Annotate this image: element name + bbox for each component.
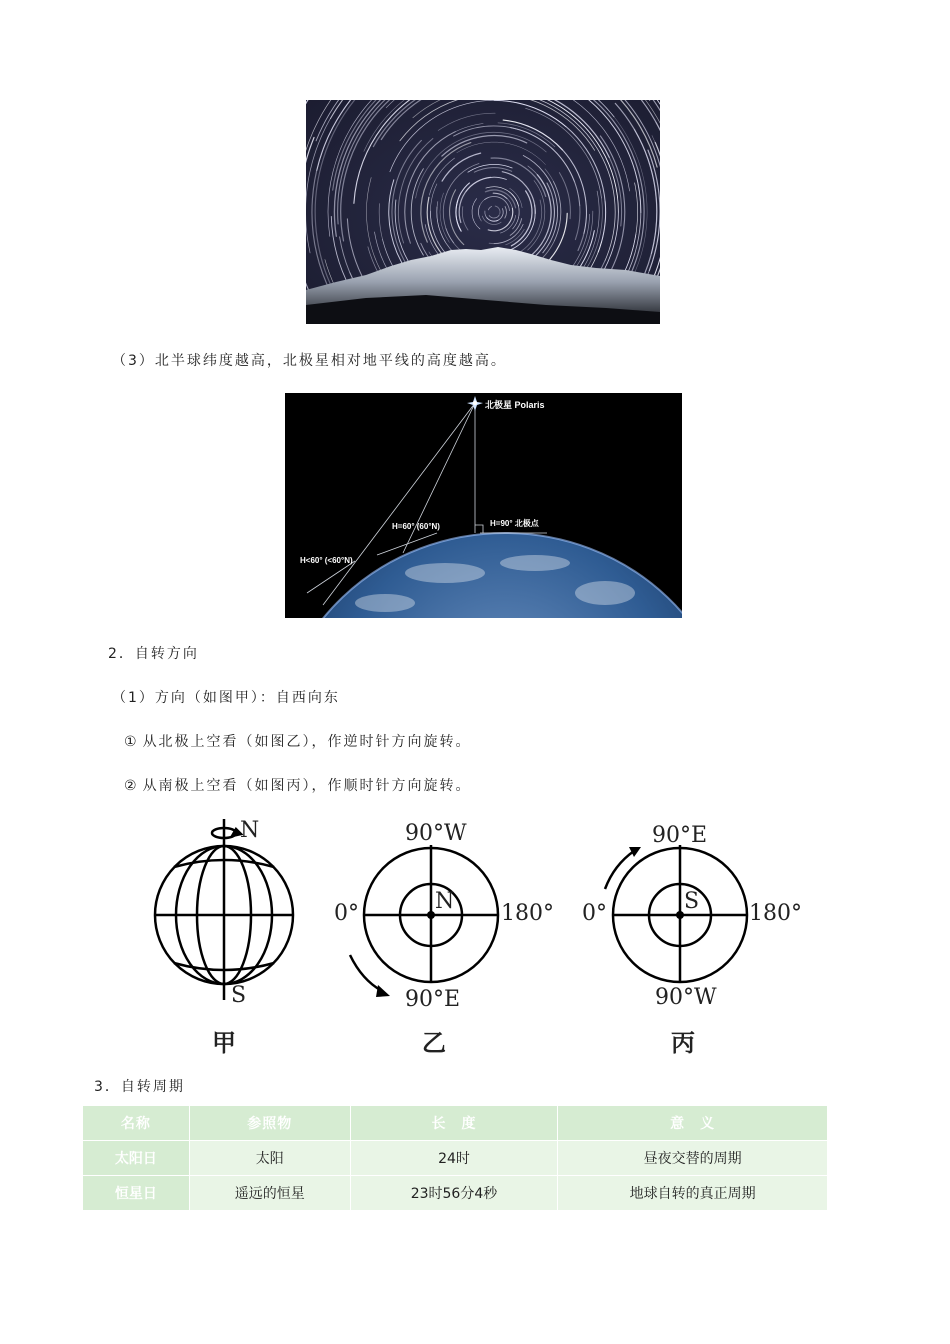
clockwise-arrow-icon bbox=[605, 847, 641, 889]
row-length: 23时56分4秒 bbox=[350, 1176, 558, 1211]
table-header-row bbox=[83, 1106, 828, 1141]
row-reference: 太阳 bbox=[189, 1141, 350, 1176]
star-trail-image bbox=[306, 100, 660, 324]
bing-right-label: 180° bbox=[749, 901, 802, 926]
jia-north-label: N bbox=[240, 818, 260, 843]
yi-right-label: 180° bbox=[501, 901, 554, 926]
header-meaning: 意 义 bbox=[558, 1106, 828, 1141]
hlt60-label: H<60° (<60°N) bbox=[300, 556, 353, 565]
bing-caption: 丙 bbox=[671, 1029, 695, 1057]
row-meaning: 地球自转的真正周期 bbox=[558, 1176, 828, 1211]
jia-caption: 甲 bbox=[212, 1029, 236, 1057]
header-name: 名称 bbox=[83, 1106, 190, 1141]
diagram-bing bbox=[578, 815, 808, 1055]
row-meaning: 昼夜交替的周期 bbox=[558, 1141, 828, 1176]
yi-bottom-label: 90°E bbox=[405, 987, 461, 1012]
rotation-period-table bbox=[82, 1105, 828, 1211]
circled-2-marker: ② bbox=[124, 778, 137, 794]
section-2-heading: 2．自转方向 bbox=[108, 646, 199, 662]
diagram-yi bbox=[330, 815, 560, 1055]
item-3-text: （3）北半球纬度越高，北极星相对地平线的高度越高。 bbox=[112, 353, 507, 369]
bing-top-label: 90°E bbox=[652, 823, 708, 848]
section-3-heading: 3．自转周期 bbox=[94, 1079, 185, 1095]
yi-left-label: 0° bbox=[334, 901, 359, 926]
polaris-altitude-figure bbox=[285, 393, 682, 618]
table-row bbox=[83, 1176, 828, 1211]
bing-center-label: S bbox=[684, 889, 700, 914]
h60-label: H=60° (60°N) bbox=[392, 522, 440, 531]
diagram-jia bbox=[140, 815, 320, 1055]
star-trail-photo bbox=[306, 100, 660, 324]
table-row bbox=[83, 1141, 828, 1176]
circled-1-marker: ① bbox=[124, 734, 137, 750]
row-name: 恒星日 bbox=[83, 1176, 190, 1211]
row-name: 太阳日 bbox=[83, 1141, 190, 1176]
yi-top-label: 90°W bbox=[405, 821, 467, 846]
yi-center-label: N bbox=[435, 889, 455, 914]
header-length: 长 度 bbox=[350, 1106, 558, 1141]
header-reference: 参照物 bbox=[189, 1106, 350, 1141]
circled-1-line bbox=[124, 731, 472, 751]
jia-south-label: S bbox=[231, 983, 247, 1008]
rotation-arrow-icon bbox=[212, 828, 241, 838]
circled-2-text: 从南极上空看（如图丙），作顺时针方向旋转。 bbox=[142, 778, 472, 794]
yi-caption: 乙 bbox=[422, 1029, 446, 1057]
bing-bottom-label: 90°W bbox=[655, 985, 717, 1010]
row-reference: 遥远的恒星 bbox=[189, 1176, 350, 1211]
row-length: 24时 bbox=[350, 1141, 558, 1176]
bing-left-label: 0° bbox=[582, 901, 607, 926]
h90-label: H=90° 北极点 bbox=[490, 519, 539, 528]
circled-2-line bbox=[124, 775, 472, 795]
sub-1-text: （1）方向（如图甲）：自西向东 bbox=[112, 690, 340, 706]
polaris-label: 北极星 Polaris bbox=[485, 400, 545, 410]
circled-1-text: 从北极上空看（如图乙），作逆时针方向旋转。 bbox=[142, 734, 472, 750]
